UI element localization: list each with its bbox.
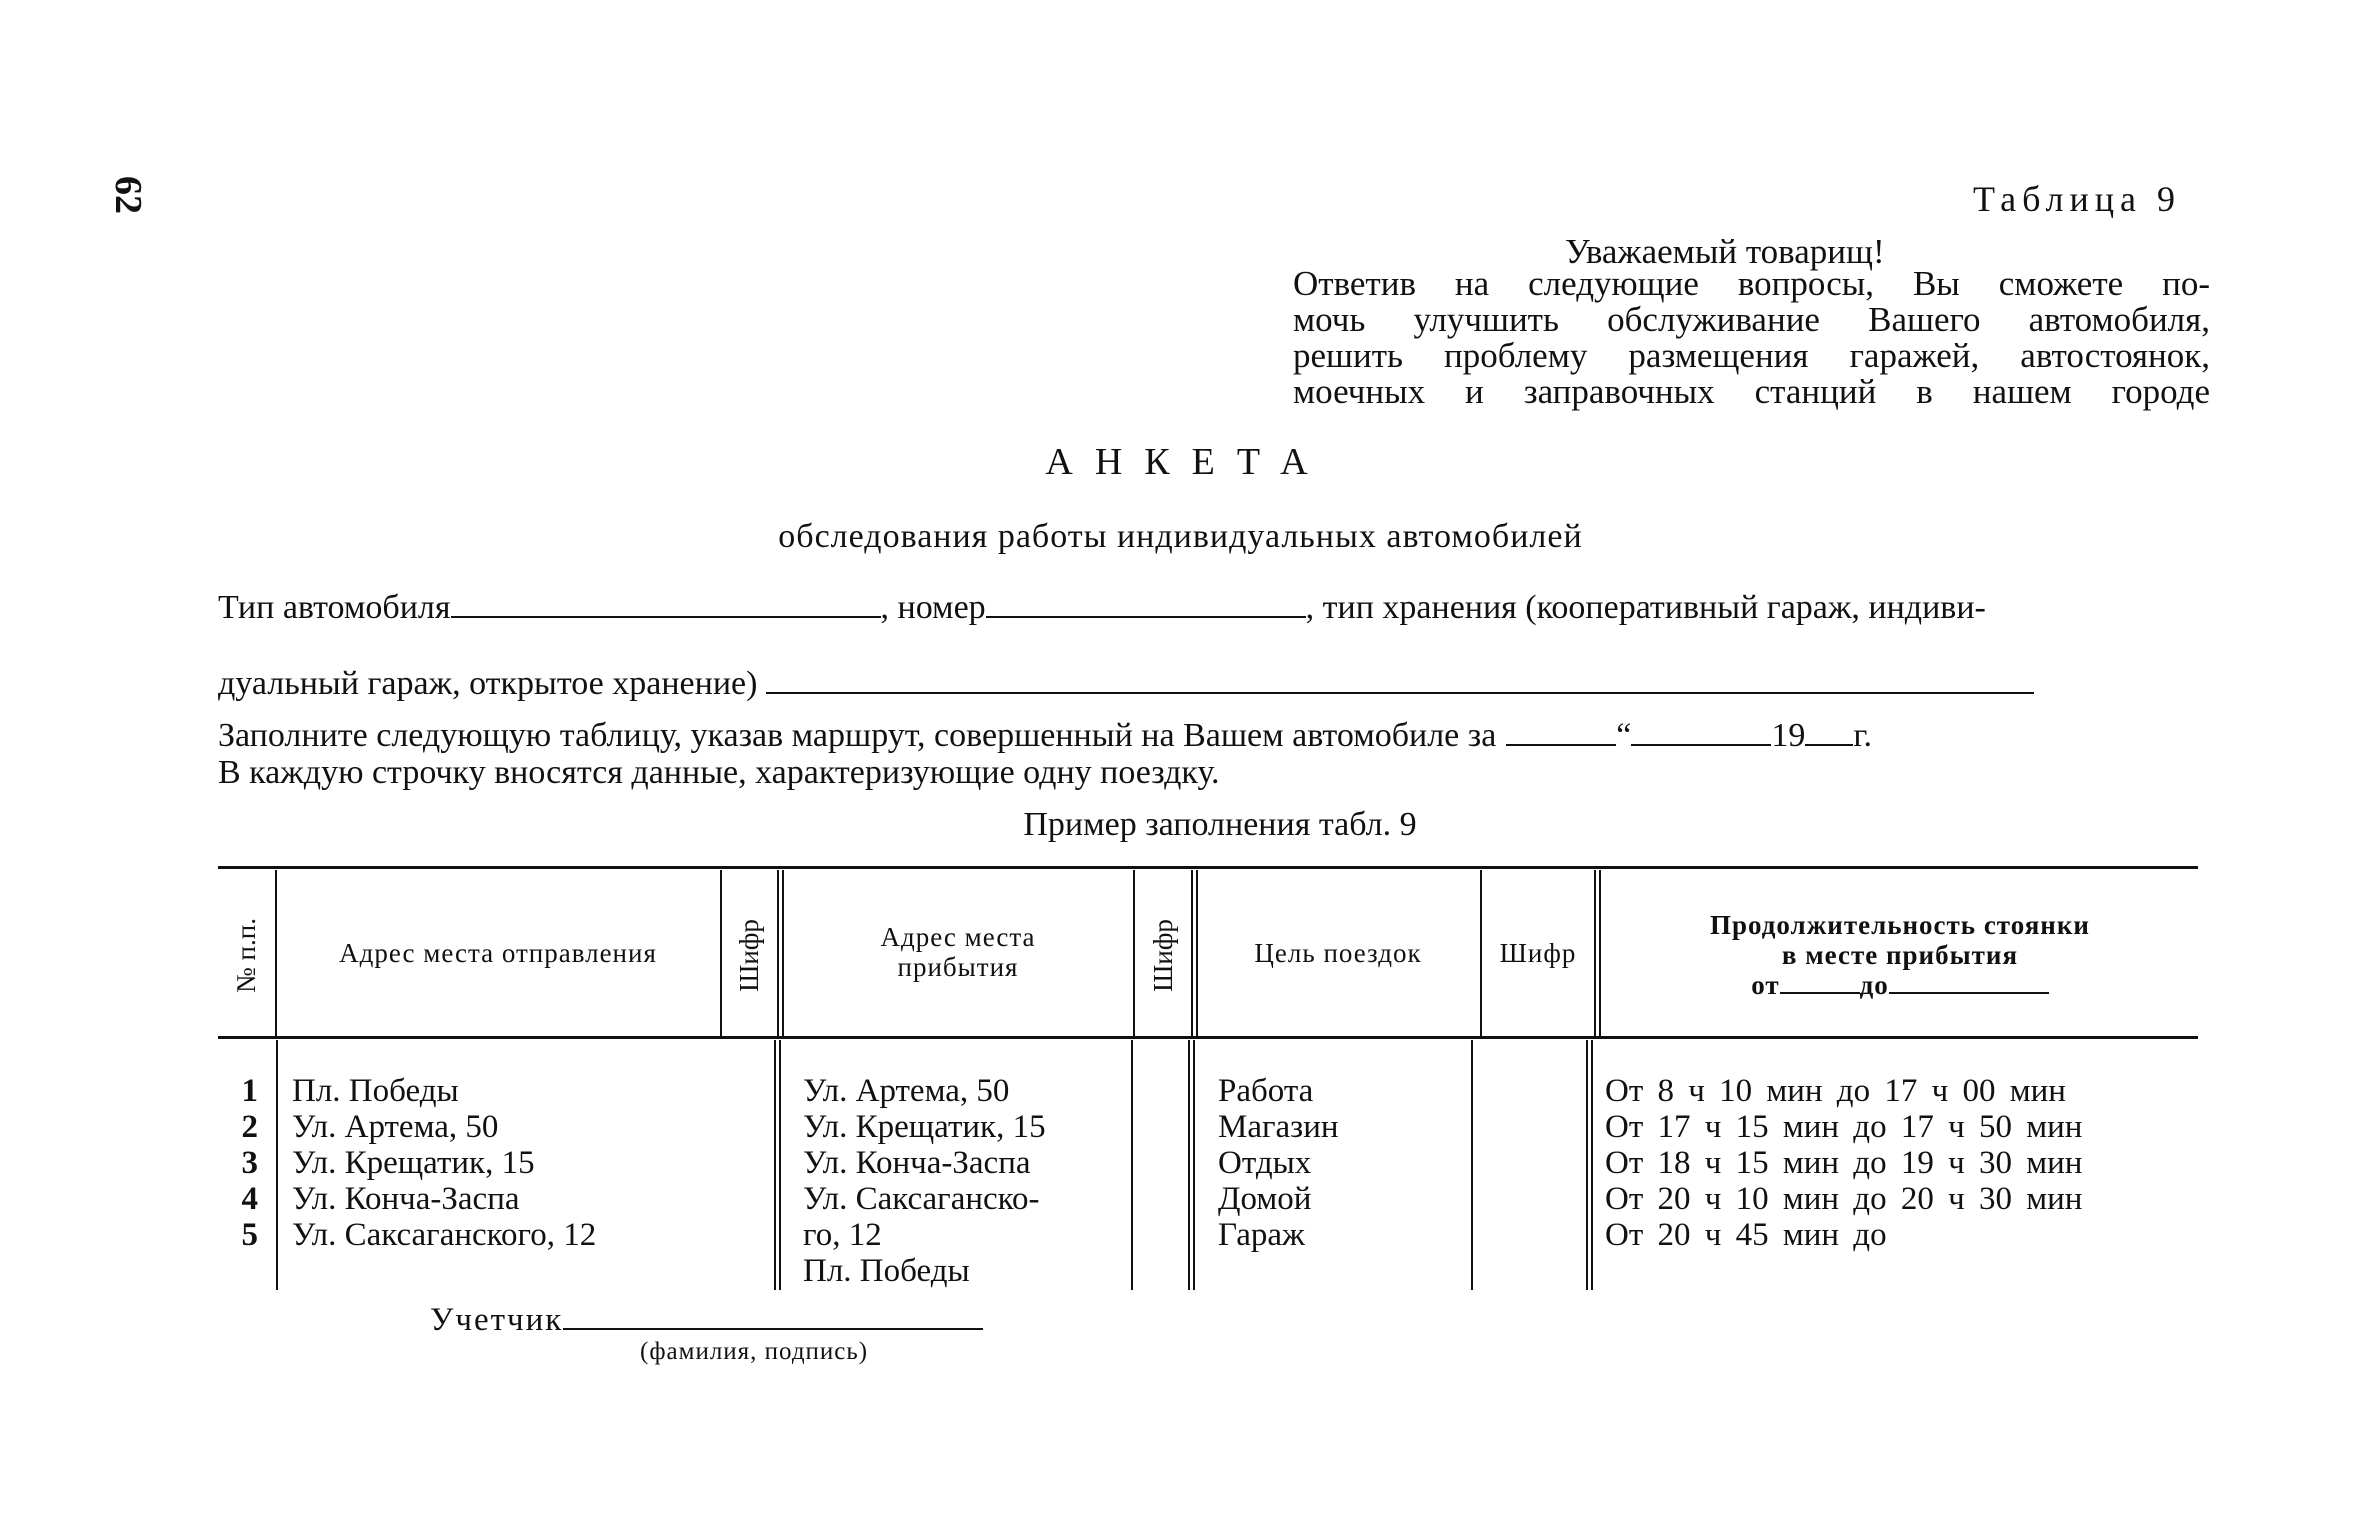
signature-label: Учетчик <box>430 1302 564 1338</box>
divider <box>1131 1040 1133 1290</box>
greeting: Уважаемый товарищ! <box>1565 232 1885 271</box>
to-address: го, 12 <box>803 1217 882 1253</box>
divider <box>777 870 779 1036</box>
intro-line: моечных и заправочных станций в нашем городе <box>1293 372 2210 411</box>
from-address: Ул. Артема, 50 <box>292 1109 499 1145</box>
divider <box>1599 870 1601 1036</box>
duration-range: от до <box>1602 970 2198 1000</box>
divider <box>782 870 784 1036</box>
intro-line: решить проблему размещения гаражей, автостоянок, <box>1293 336 2210 375</box>
divider <box>774 1040 776 1290</box>
parking-duration: От 17 ч 15 мин до 17 ч 50 мин <box>1605 1109 2083 1145</box>
parking-duration: От 8 ч 10 мин до 17 ч 00 мин <box>1605 1073 2066 1109</box>
row-number: 3 <box>241 1145 258 1181</box>
from-column <box>292 1073 596 1253</box>
divider <box>276 1040 278 1290</box>
date-line <box>218 716 1872 755</box>
divider <box>1471 1040 1473 1290</box>
storage-label-cont: дуальный гараж, открытое хранение) <box>218 665 758 702</box>
quote-mark: “ <box>1616 717 1632 754</box>
to-address: Ул. Артема, 50 <box>803 1073 1010 1109</box>
fill-in-text: Заполните следующую таблицу, указав маршрут, совершенный на Вашем автомобиле за <box>218 717 1497 754</box>
to-address: Ул. Крещатик, 15 <box>803 1109 1046 1145</box>
duration-from-field[interactable] <box>1780 970 1860 994</box>
car-type-field[interactable] <box>451 588 881 618</box>
row-number: 5 <box>241 1217 258 1253</box>
signature-line <box>430 1300 983 1339</box>
header-code-1: Шифр <box>734 918 764 992</box>
table-top-rule <box>218 866 2198 869</box>
parking-duration: От 20 ч 45 мин до <box>1605 1217 1887 1253</box>
year-prefix: 19 <box>1771 717 1806 754</box>
trip-purpose: Магазин <box>1218 1109 1339 1145</box>
number-label: , номер <box>880 589 986 626</box>
storage-field[interactable] <box>766 664 2034 694</box>
example-title: Пример заполнения табл. 9 <box>1023 806 1417 843</box>
number-field[interactable] <box>986 588 1306 618</box>
from-address: Ул. Саксаганского, 12 <box>292 1217 597 1253</box>
trip-purpose: Домой <box>1218 1181 1312 1217</box>
divider <box>1188 1040 1190 1290</box>
year-field[interactable] <box>1805 716 1853 746</box>
each-row-note: В каждую строчку вносятся данные, характеризующие одну поездку. <box>218 754 1220 791</box>
signature-field[interactable] <box>563 1300 983 1330</box>
intro-line: мочь улучшить обслуживание Вашего автомобиля, <box>1293 300 2210 339</box>
divider <box>1594 870 1596 1036</box>
to-address: Ул. Конча-Заспа <box>803 1145 1031 1181</box>
table-label: Таблица 9 <box>1973 179 2181 219</box>
divider <box>1591 1040 1593 1290</box>
month-field[interactable] <box>1631 716 1771 746</box>
day-field[interactable] <box>1506 716 1616 746</box>
year-suffix: г. <box>1853 717 1873 754</box>
divider <box>1191 870 1193 1036</box>
form-subtitle: обследования работы индивидуальных автомобилей <box>778 518 1583 555</box>
header-purpose: Цель поездок <box>1254 938 1422 968</box>
header-num: № п.п. <box>231 917 262 993</box>
header-code-2: Шифр <box>1147 918 1178 992</box>
header-from: Адрес места отправления <box>339 938 657 968</box>
car-info-line <box>218 588 1986 627</box>
page-number: 62 <box>107 176 149 214</box>
header-code-3: Шифр <box>1499 938 1577 968</box>
car-type-label: Тип автомобиля <box>218 589 451 626</box>
row-number: 4 <box>241 1181 258 1217</box>
divider <box>1586 1040 1588 1290</box>
header-duration: Продолжительность стоянки в месте прибытия от до <box>1602 910 2198 1000</box>
from-address: Пл. Победы <box>292 1073 459 1109</box>
trip-purpose: Отдых <box>1218 1145 1312 1181</box>
from-address: Ул. Конча-Заспа <box>292 1181 520 1217</box>
form-title: АНКЕТА <box>1045 441 1330 483</box>
from-address: Ул. Крещатик, 15 <box>292 1145 535 1181</box>
to-address: Пл. Победы <box>803 1253 970 1289</box>
duration-to-field[interactable] <box>1889 970 2049 994</box>
to-address: Ул. Саксаганско- <box>803 1181 1040 1217</box>
intro-line: Ответив на следующие вопросы, Вы сможете по- <box>1293 264 2210 303</box>
parking-duration: От 18 ч 15 мин до 19 ч 30 мин <box>1605 1145 2083 1181</box>
row-number: 2 <box>241 1109 258 1145</box>
header-to: Адрес места прибытия <box>880 922 1036 982</box>
signature-note: (фамилия, подпись) <box>640 1338 869 1365</box>
num-column <box>218 1073 258 1253</box>
intro-paragraph <box>1293 266 2210 410</box>
trip-purpose: Работа <box>1218 1073 1314 1109</box>
storage-line <box>218 664 2034 703</box>
duration-column <box>1605 1073 2082 1253</box>
to-column <box>803 1073 1046 1289</box>
table-header-rule <box>218 1036 2198 1039</box>
divider <box>1193 1040 1195 1290</box>
parking-duration: От 20 ч 10 мин до 20 ч 30 мин <box>1605 1181 2083 1217</box>
trip-purpose: Гараж <box>1218 1217 1305 1253</box>
storage-label: , тип хранения (кооперативный гараж, индиви- <box>1305 589 1986 626</box>
purpose-column <box>1218 1073 1339 1253</box>
row-number: 1 <box>241 1073 258 1109</box>
divider <box>779 1040 781 1290</box>
divider <box>275 870 277 1036</box>
